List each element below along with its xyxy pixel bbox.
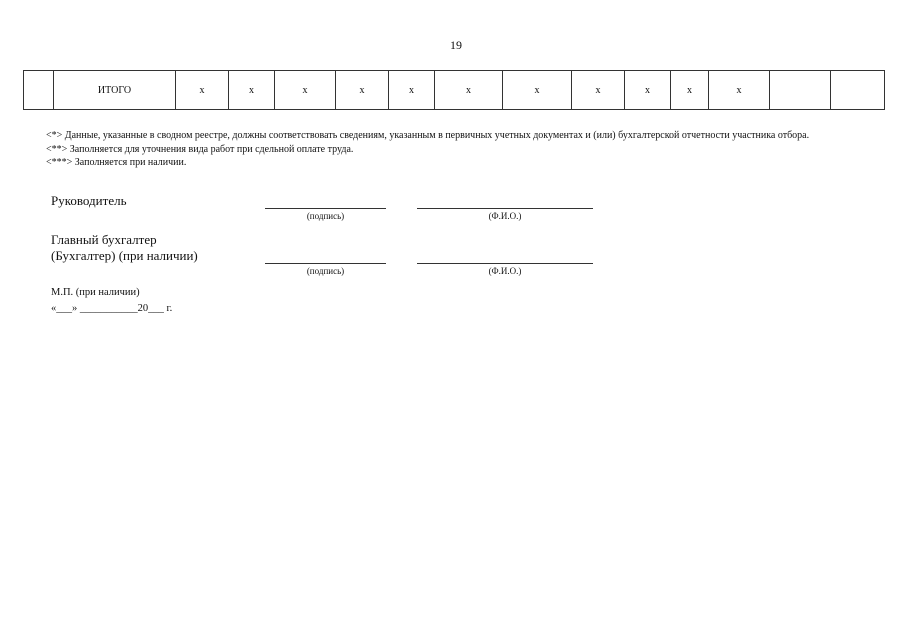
accountant-name-caption: (Ф.И.О.) — [488, 266, 522, 276]
totals-row — [24, 71, 885, 110]
date-placeholder: «___» ___________20___ г. — [51, 303, 173, 314]
footnote: <**> Заполняется для уточнения вида работ при сдельной оплате труда. — [46, 143, 354, 155]
head-signature-line — [265, 208, 386, 209]
footnotes — [46, 129, 876, 170]
accountant-label-line1: Главный бухгалтер — [51, 232, 157, 247]
table-cell: х — [435, 71, 503, 110]
table-cell: х — [176, 71, 229, 110]
table-cell: х — [275, 71, 336, 110]
totals-label-cell: ИТОГО — [54, 71, 176, 110]
table-cell: х — [336, 71, 389, 110]
table-cell: х — [671, 71, 709, 110]
table-cell — [831, 71, 885, 110]
accountant-signature-line — [265, 263, 386, 264]
footnote: <***> Заполняется при наличии. — [46, 157, 187, 168]
footnote: <*> Данные, указанные в сводном реестре, должны соответствовать сведениям, указанным в первичных учетных документах и (или) бухгалтерской отчетности участника отбора. — [46, 130, 810, 141]
table-cell — [770, 71, 831, 110]
table-cell: х — [572, 71, 625, 110]
table-cell — [24, 71, 54, 110]
table-cell: х — [229, 71, 275, 110]
totals-table — [23, 70, 885, 110]
head-label: Руководитель — [51, 193, 127, 208]
table-cell: х — [389, 71, 435, 110]
head-name-line — [417, 208, 593, 209]
table-cell: х — [709, 71, 770, 110]
head-signature-caption: (подпись) — [306, 211, 345, 221]
accountant-signature-caption: (подпись) — [306, 266, 345, 276]
accountant-label-line2: (Бухгалтер) (при наличии) — [51, 248, 198, 263]
accountant-name-line — [417, 263, 593, 264]
table-cell: х — [503, 71, 572, 110]
head-name-caption: (Ф.И.О.) — [488, 211, 522, 221]
page-number: 19 — [450, 38, 462, 52]
seal-placeholder: М.П. (при наличии) — [51, 287, 140, 298]
table-cell: х — [625, 71, 671, 110]
